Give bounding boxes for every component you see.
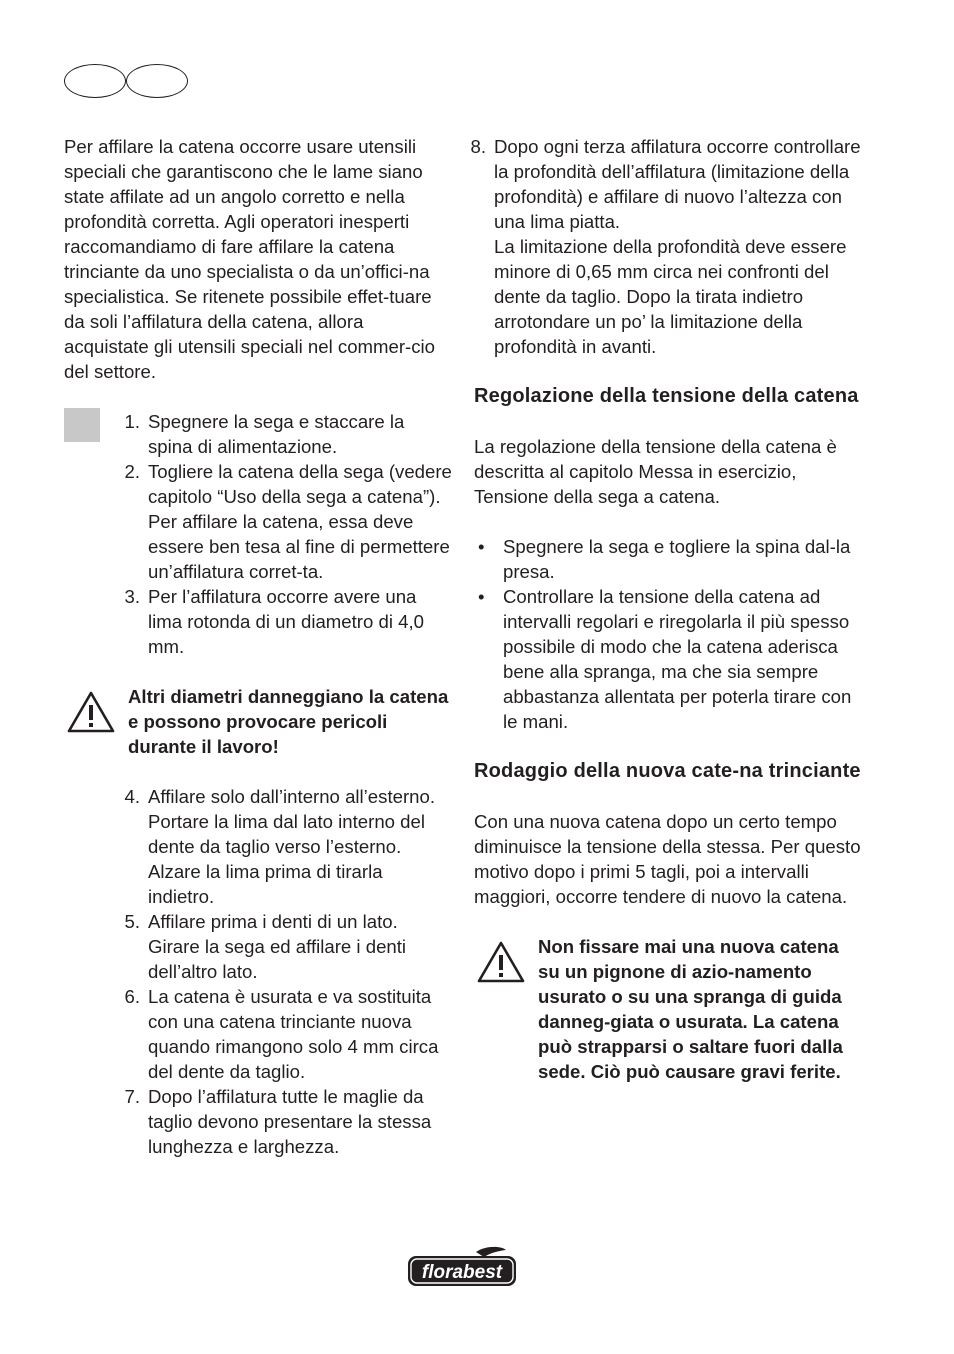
warning-text: Altri diametri danneggiano la catena e possono provocare pericoli durante il lavoro! — [128, 686, 449, 757]
list-item — [64, 584, 452, 659]
warning-block — [64, 684, 452, 759]
warning-triangle-icon — [476, 940, 526, 984]
warning-triangle-icon — [66, 690, 116, 734]
bullet-text: Spegnere la sega e togliere la spina dal-la presa. — [503, 536, 851, 582]
list-text: Spegnere la sega e staccare la spina di alimentazione. — [148, 411, 405, 457]
logo-text: florabest — [421, 1262, 503, 1283]
section-heading-chain-tension: Regolazione della tensione della catena — [474, 385, 859, 407]
list-text: Togliere la catena della sega (vedere capitolo “Uso della sega a catena”). Per affilare la catena, essa deve essere ben tesa al fine di permettere un’affilatura corret-ta. — [148, 461, 452, 582]
list-text: Affilare prima i denti di un lato. Girare la sega ed affilare i denti dell’altro lato. — [148, 911, 407, 982]
list-item — [64, 984, 452, 1084]
warning-text: Non fissare mai una nuova catena su un pignone di azio-namento usurato o su una spranga di guida danneg-giata o usurata. La catena può strapparsi o saltare fuori dalla sede. Ciò può causare gravi ferite. — [538, 936, 843, 1082]
right-column — [470, 134, 862, 1109]
list-item — [410, 134, 862, 359]
list-text: Affilare solo dall’interno all’esterno. Portare la lima dal lato interno del dente da taglio verso l’esterno. Alzare la lima prima di tirarla indietro. — [148, 786, 435, 907]
list-number: 5. — [124, 911, 140, 932]
language-badge-right — [126, 64, 188, 98]
list-text: Dopo l’affilatura tutte le maglie da taglio devono presentare la stessa lunghezza e larghezza. — [148, 1086, 432, 1157]
list-number: 6. — [124, 986, 140, 1007]
language-badges — [64, 64, 190, 98]
list-text: Dopo ogni terza affilatura occorre controllare la profondità dell’affilatura (limitazione della profondità) e affilare di nuovo l’altezza con una lima piatta. — [494, 136, 861, 232]
chain-tension-paragraph: La regolazione della tensione della catena è descritta al capitolo Messa in esercizio, Tensione della sega a catena. — [474, 436, 837, 507]
list-number: 4. — [124, 786, 140, 807]
bullet-text: Controllare la tensione della catena ad intervalli regolari e riregolarla il più spesso possibile di modo che la catena aderisca bene alla spranga, ma che sia sempre abbastanza allentata per poterla tirare con le mani. — [503, 586, 852, 732]
bullet-icon: • — [478, 536, 485, 557]
list-text: Per l’affilatura occorre avere una lima rotonda di un diametro di 4,0 mm. — [148, 586, 424, 657]
bullet-icon: • — [478, 586, 485, 607]
list-text-continued: La limitazione della profondità deve essere minore di 0,65 mm circa nei confronti del dente da taglio. Dopo la tirata indietro arrotondare un po’ la limitazione della profondità in avanti. — [494, 236, 847, 357]
list-item — [474, 534, 862, 584]
list-item — [64, 784, 452, 909]
list-item — [64, 409, 452, 459]
list-number: 2. — [124, 461, 140, 482]
steps-list-a — [64, 409, 452, 659]
language-badge-left — [64, 64, 126, 98]
list-number: 8. — [470, 136, 486, 157]
list-number: 3. — [124, 586, 140, 607]
warning-block — [474, 934, 862, 1084]
steps-list-b — [64, 784, 452, 1159]
section-heading-new-chain: Rodaggio della nuova cate-na trinciante — [474, 760, 861, 782]
list-item — [64, 1084, 452, 1159]
list-item — [64, 909, 452, 984]
left-column — [64, 134, 452, 1159]
list-item — [64, 459, 452, 584]
bullet-list — [474, 534, 862, 734]
list-number: 1. — [124, 411, 140, 432]
intro-paragraph: Per affilare la catena occorre usare utensili speciali che garantiscono che le lame siano state affilate ad un angolo corretto e nella profondità corretta. Agli operatori inesperti raccomandiamo di fare affilare la catena trinciante da uno specialista o da un’offici-na specialistica. Se ritenete possibile effet-tuare da soli l’affilatura della catena, allora acquistate gli utensili speciali nel commer-cio del settore. — [64, 136, 436, 382]
list-number: 7. — [124, 1086, 140, 1107]
list-text: La catena è usurata e va sostituita con una catena trinciante nuova quando rimangono solo 4 mm circa del dente da taglio. — [148, 986, 439, 1082]
florabest-logo — [406, 1246, 518, 1288]
new-chain-paragraph: Con una nuova catena dopo un certo tempo diminuisce la tensione della stessa. Per questo motivo dopo i primi 5 tagli, poi a intervalli maggiori, occorre tendere di nuovo la catena. — [474, 811, 861, 907]
list-item — [474, 584, 862, 734]
